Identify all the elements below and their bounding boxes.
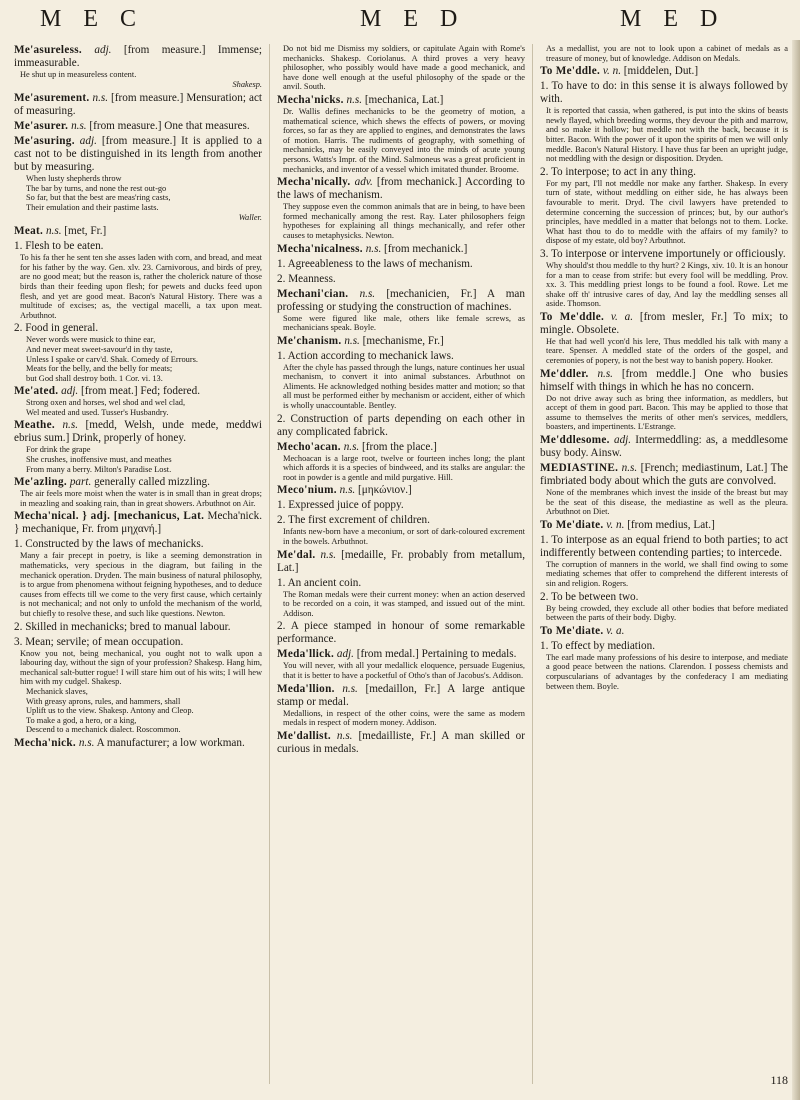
quotation: As a medallist, you are not to look upon a cabinet of medals as a treasure of money, but of knowledge. Addison on Medals. [546, 44, 788, 63]
page-edge [792, 40, 800, 1100]
verse-line: Strong oxen and horses, wel shod and wel clad, [26, 398, 186, 408]
verse-line: Descend to a mechanick dialect. Roscommon. [26, 725, 181, 735]
headword-line [277, 730, 525, 756]
column-3 [540, 44, 788, 693]
headword-line [277, 243, 525, 256]
definition: [medaillon, Fr.] A large antique stamp or medal. [277, 682, 526, 708]
verse-line: And never meat sweet-savour'd in thy taste, [26, 344, 173, 354]
dictionary-entry [277, 413, 525, 439]
verse-line: Mechanick slaves, [26, 686, 88, 696]
definition: [medaille, Fr. probably from metallum, Lat.] [277, 548, 526, 574]
headword-line [14, 135, 262, 174]
headword: Meda'llion. [277, 682, 335, 695]
headword: Me'dal. [277, 548, 316, 561]
headword: Meda'llick. [277, 648, 335, 661]
headword: Mecha'nical. } adj. [mechanicus, Lat. [14, 510, 205, 523]
quotation: The air feels more moist when the water is in small than in great drops; in meazling and soaking rain, than in great showers. Arbuthnot on Air. [20, 489, 262, 508]
verse-line: Uplift us to the view. Shakesp. Antony and Cleop. [26, 706, 194, 716]
dictionary-entry [14, 737, 262, 750]
headword: MEDIASTINE. [540, 462, 619, 475]
headword-line [14, 225, 262, 238]
headword: To Me'ddle. [540, 310, 605, 323]
dictionary-entry [540, 80, 788, 164]
headword: Mecha'nick. [14, 736, 77, 749]
headword-line [277, 335, 525, 348]
column-1 [14, 44, 262, 752]
dictionary-entry [540, 166, 788, 246]
quotation: They suppose even the common animals that are in being, to have been formed mechanically among the rest. Ray. Later philosophers feign hypotheses for explaining all things mechanically, and refer other causes to metaphysicks. Newton. [283, 202, 525, 240]
headword: Me'azling. [14, 476, 68, 489]
dictionary-entry [277, 94, 525, 174]
headword: Mecho'acan. [277, 440, 341, 453]
sense-line: 2. Construction of parts depending on each other in any complicated fabrick. [277, 412, 525, 438]
part-of-speech: n.s. [92, 92, 109, 105]
part-of-speech: v. n. [602, 65, 621, 78]
sense-line: 1. To interpose as an equal friend to both parties; to act indifferently between contending parties; to intercede. [540, 533, 788, 559]
sense-line: 2. A piece stamped in honour of some remarkable performance. [277, 620, 525, 646]
dictionary-entry [540, 625, 788, 638]
verse-line: but God shall destroy both. 1 Cor. vi. 13. [26, 373, 163, 383]
sense-line: 1. Agreeableness to the laws of mechanism. [277, 257, 473, 270]
dictionary-entry [540, 65, 788, 78]
definition: Mecha'nick. } mechanique, Fr. from μηχανή.] [14, 510, 263, 536]
quotation: He shut up in measureless content. [20, 70, 137, 79]
verse-line: For drink the grape [26, 445, 91, 455]
dictionary-entry [14, 385, 262, 417]
definition: [from meat.] Fed; fodered. [81, 385, 201, 398]
quotation: Medallions, in respect of the other coins, were the same as modern medals in respect of modern money. Addison. [283, 708, 525, 728]
dictionary-entry [540, 311, 788, 366]
headword: Mecha'nically. [277, 176, 351, 189]
dictionary-entry [277, 350, 525, 411]
part-of-speech: n.s. [344, 334, 360, 347]
dictionary-entry [14, 476, 262, 508]
quotation: Do not bid me Dismiss my soldiers, or capitulate Again with Rome's mechanicks. Shakesp. Coriolanus. A third proves a very heavy philosopher, who possibly would have made a good mechanick, and have done well enough at the useful philosophy of the spade or the anvil. South. [283, 44, 525, 92]
part-of-speech: part. [69, 476, 92, 489]
sense-line: 3. To interpose or intervene importunely or officiously. [540, 247, 786, 260]
dictionary-entry [14, 225, 262, 238]
dictionary-entry [277, 499, 525, 512]
headword: Me'asurer. [14, 120, 69, 133]
header-right: M E D [620, 6, 726, 32]
sense-line: 2. To interpose; to act in any thing. [540, 165, 696, 178]
dictionary-entry [277, 176, 525, 240]
part-of-speech: adj. [94, 44, 112, 56]
verse-line: Wel meated and used. Tusser's Husbandry. [26, 407, 169, 417]
headword-line [14, 737, 262, 750]
definition: [medailliste, Fr.] A man skilled or curious in medals. [277, 729, 525, 755]
quotation: He that had well ycon'd his lere, Thus meddled his talk with many a teare. Spenser. A meddled state of the orders of the gospel, and ceremonies of popery, is not the best way to banish popery. Hooker. [546, 336, 788, 366]
part-of-speech: n.s. [597, 367, 613, 380]
part-of-speech: adj. [79, 135, 97, 148]
sense-line: 2. To be between two. [540, 590, 639, 603]
part-of-speech: n.s. [342, 682, 358, 695]
dictionary-entry [277, 288, 525, 333]
quotation: Infants new-born have a meconium, or sort of dark-coloured excrement in the bowels. Arbuthnot. [283, 527, 525, 547]
definition: [met, Fr.] [64, 225, 107, 238]
dictionary-entry [540, 248, 788, 309]
part-of-speech: n.s. [78, 736, 95, 749]
part-of-speech: adv. [354, 176, 373, 189]
sense-line: 1. Expressed juice of poppy. [277, 499, 404, 512]
verse-line: With greasy aprons, rules, and hammers, shall [26, 696, 181, 706]
headword: Meat. [14, 225, 44, 238]
definition: [mechanica, Lat.] [364, 93, 444, 106]
definition: [from mechanick.] According to the laws of mechanism. [277, 176, 525, 202]
quotation: After the chyle has passed through the lungs, nature continues her usual mechanism, to convert it into animal substances. Arbuthnot on Aliments. He acknowledged nothing besides matter and motion; so that all must be performed either by mechanism or accident, either of which is wholly unaccountable. Bentley. [283, 362, 525, 411]
quotation: By being crowded, they exclude all other bodies that before mediated between the parts of their body. Digby. [546, 603, 788, 623]
dictionary-entry [277, 577, 525, 619]
dictionary-entry [277, 514, 525, 546]
part-of-speech: v. a. [606, 624, 625, 637]
sense-line: 2. Meanness. [277, 272, 336, 285]
sense-line: 3. Mean; servile; of mean occupation. [14, 635, 184, 648]
dictionary-entry [277, 44, 525, 92]
definition: A manufacturer; a low workman. [96, 736, 245, 749]
part-of-speech: v. a. [610, 310, 634, 323]
headword-line [277, 176, 525, 202]
definition: [from measure.] Immense; immeasurable. [14, 44, 262, 69]
headword-line [14, 419, 262, 445]
sense-line: 1. An ancient coin. [277, 576, 362, 589]
headword-line [540, 434, 788, 460]
headword-line [540, 368, 788, 394]
definition: [from meddle.] One who busies himself with things in which he has no concern. [540, 367, 788, 393]
headword: Me'ddlesome. [540, 434, 610, 447]
headword: Me'dallist. [277, 729, 331, 742]
verse-line: She crushes, inoffensive must, and meathes [26, 455, 172, 465]
definition: [from medal.] Pertaining to medals. [356, 648, 517, 661]
headword-line [540, 462, 788, 488]
headword: Me'asurement. [14, 92, 90, 105]
part-of-speech: n.s. [343, 440, 360, 453]
part-of-speech: n.s. [621, 462, 638, 475]
part-of-speech: n.s. [339, 484, 356, 497]
quotation: The corruption of manners in the world, we shall find owing to some mediating schemes that offer to comprehend the different interests of sin and religion. Rogers. [546, 559, 788, 588]
headword-line [14, 44, 262, 70]
definition: [μηκώνιον.] [358, 484, 412, 497]
part-of-speech: n.s. [71, 120, 87, 133]
headword-line [14, 385, 262, 398]
definition: [from the place.] [362, 440, 437, 453]
sense-line: 2. The first excrement of children. [277, 514, 430, 527]
headword-line [540, 311, 788, 337]
dictionary-entry [277, 730, 525, 756]
headword: Me'ddler. [540, 367, 589, 380]
dictionary-entry [14, 92, 262, 118]
dictionary-entry [277, 335, 525, 348]
headword-line [277, 441, 525, 454]
headword-line [277, 484, 525, 497]
quotation: Do not drive away such as bring thee information, as meddlers, but accept of them in good part. Bacon. This may be applied to those that assume to themselves the merits of other men's services, meddlers, boasters, and impertinents. L'Estrange. [546, 393, 788, 432]
quotation: Why should'st thou meddle to thy hurt? 2 Kings, xiv. 10. It is an honour for a man to cease from strife: but every fool will be meddling. Prov. xx. 3. This meddling priest longs to be found a fool. Rowe. Let me shake off th' intrusive cares of day, And lay the meddling senses all aside. Thomson. [546, 260, 788, 309]
headword-line [277, 683, 525, 709]
sense-line: 1. Constructed by the laws of mechanicks. [14, 538, 204, 551]
definition: [mechanisme, Fr.] [362, 334, 444, 347]
headword-line [540, 519, 788, 532]
headword-line [540, 65, 788, 78]
headword: To Me'diate. [540, 518, 604, 531]
quotation: Mechoacan is a large root, twelve or fourteen inches long; the plant which affords it is a species of bindweed, and its stalks are angular: the root in powder is a gentle and mild purgative. Hill. [283, 453, 525, 482]
sense-line: 1. Flesh to be eaten. [14, 240, 104, 253]
dictionary-entry [277, 648, 525, 680]
definition: [from mechanick.] [384, 242, 468, 255]
dictionary-entry [277, 243, 525, 256]
sense-line: 1. Action according to mechanick laws. [277, 349, 454, 362]
dictionary-entry [540, 434, 788, 460]
verse-line: Unless I spake or carv'd. Shak. Comedy of Errours. [26, 354, 198, 364]
dictionary-entry [14, 636, 262, 735]
headword-line [14, 476, 262, 489]
headword: Mechani'cian. [277, 287, 349, 300]
headword: Me'asureless. [14, 44, 83, 56]
header-mid: M E D [360, 6, 466, 32]
column-divider [532, 44, 533, 1084]
dictionary-entry [540, 591, 788, 623]
verse-line: From many a berry. Milton's Paradise Lost. [26, 464, 172, 474]
part-of-speech: n.s. [365, 242, 382, 255]
sense-line: 2. Skilled in mechanicks; bred to manual labour. [14, 620, 231, 633]
headword: To Me'diate. [540, 624, 604, 637]
quotation: Some were figured like male, others like female screws, as mechanicians speak. Boyle. [283, 313, 525, 333]
dictionary-entry [14, 240, 262, 320]
part-of-speech: n.s. [62, 419, 78, 432]
headword: Me'chanism. [277, 334, 342, 347]
dictionary-entry [277, 620, 525, 646]
headword: Meathe. [14, 419, 55, 432]
quotation: For my part, I'll not meddle nor make any farther. Shakesp. In every turn of state, without meddling on either side, he has always been favourable to merit. Dryd. The civil lawyers have pretended to determine concerning the succession of princes; but, by our author's principles, have meddled in a matter that belongs not to them. Locke. What hast thou to do to meddle with the affairs of my family? to dispose of my estate, old boy? Arbuthnot. [546, 178, 788, 246]
definition: [from measure.] One that measures. [89, 120, 250, 133]
dictionary-entry [14, 419, 262, 474]
verse-line: The bar by turns, and none the rest out-go [26, 183, 167, 193]
headword: Mecha'nicks. [277, 93, 344, 106]
dictionary-entry [14, 621, 262, 634]
quotation: None of the membranes which invest the inside of the breast but may be the seat of this disease, the mediastine as well as the pleura. Arbuthnot on Diet. [546, 488, 788, 517]
dictionary-entry [277, 683, 525, 728]
definition: [from measure.] Mensuration; act of measuring. [14, 92, 263, 118]
dictionary-entry [277, 441, 525, 483]
part-of-speech: adj. [61, 385, 79, 398]
quotation: Many a fair precept in poetry, is like a seeming demonstration in mathematicks, very specious in the diagram, but failing in the mechanick operation. Dryden. The main business of natural philosophy, is to argue from phenomena without feigning hypotheses, and to deduce causes from effects till we come to the very first cause, which certainly is not mechanical; and not only to unfold the mechanism of the world, but chiefly to resolve these, and such like questions. Newton. [20, 551, 262, 618]
quotation: To his fa ther he sent ten she asses laden with corn, and bread, and meat for his father by the way. Gen. xlv. 23. Carnivorous, and birds of prey, are no good meat; but the reason is, rather the cholerick nature of those birds than their feeding upon flesh; for pewets and ducks feed upon flesh, and yet are good meat. Bacon's Natural History. There was a multitude of excises; as, the vectigal macelli, a tax upon meat. Arbuthnot. [20, 253, 262, 320]
headword-line [277, 549, 525, 575]
part-of-speech: v. n. [606, 518, 625, 531]
dictionary-entry [14, 538, 262, 618]
headword-line [14, 92, 262, 118]
definition: [from measure.] It is applied to a cast not to be distinguished in its length from another but by measuring. [14, 135, 263, 174]
headword: Me'ated. [14, 385, 59, 398]
definition: Intermeddling: as, a meddlesome busy body. Ainsw. [540, 434, 788, 460]
part-of-speech: n.s. [336, 729, 353, 742]
dictionary-entry [277, 258, 525, 271]
quotation: It is reported that cassia, when gathered, is put into the skins of beasts newly flayed, which breeding worms, they devour the pith and marrow, and so make it hollow; but meddle not with the back, because it is bitter. Bacon. With the power of it upon the spirits of men we will only meddle. Bacon's Natural History. I have thus far been an upright judge, not meddling with the design or disposition. Dryden. [546, 106, 788, 164]
headword-line [14, 120, 262, 133]
part-of-speech: adj. [613, 434, 632, 447]
dictionary-entry [14, 322, 262, 383]
page-number: 118 [770, 1073, 788, 1087]
headword-line [277, 648, 525, 661]
definition: [medd, Welsh, unde mede, meddwi ebrius sum.] Drink, properly of honey. [14, 419, 263, 445]
dictionary-entry [14, 44, 262, 90]
dictionary-entry [540, 368, 788, 432]
definition: [from medius, Lat.] [627, 518, 715, 531]
headword: To Me'ddle. [540, 65, 601, 78]
headword: Mecha'nicalness. [277, 242, 363, 255]
dictionary-entry [14, 120, 262, 133]
dictionary-entry [277, 484, 525, 497]
column-2 [277, 44, 525, 758]
verse-line: When lusty shepherds throw [26, 174, 122, 184]
headword-line [14, 510, 262, 536]
headword: Me'asuring. [14, 135, 75, 148]
dictionary-entry [540, 534, 788, 589]
definition: [French; mediastinum, Lat.] The fimbriated body about which the guts are convolved. [540, 462, 788, 488]
header-left: M E C [40, 6, 145, 32]
headword-line [540, 625, 788, 638]
dictionary-entry [540, 44, 788, 63]
quotation: The earl made many professions of his desire to interpose, and mediate a good peace between the nations. Clarendon. I possess chemists and corpuscularians of advantages by the confederacy I am mediating between them. Boyle. [546, 652, 788, 691]
sense-line: 1. To have to do: in this sense it is always followed by with. [540, 80, 788, 106]
quotation: Dr. Wallis defines mechanicks to be the geometry of motion, a mathematical science, which shews the effects of powers, or moving forces, so far as they are applied to engines, and demonstrates the laws of motion. Harris. The rudiments of geography, with something of mechanicks, may be easily conveyed into the minds of acute young persons. Watts's Impr. of the Mind. Salmoneus was a great proficient in mechanicks, and inventor of a vessel which imitated thunder. Broome. [283, 106, 525, 174]
dictionary-entry [277, 549, 525, 575]
part-of-speech: n.s. [320, 548, 337, 561]
headword-line [277, 94, 525, 107]
citation: Waller. [238, 212, 262, 222]
part-of-speech: n.s. [359, 287, 376, 300]
verse-line: Never words were musick to thine ear, [26, 335, 156, 345]
dictionary-entry [540, 462, 788, 517]
quotation: You will never, with all your medallick eloquence, persuade Eugenius, that it is better to have a pocketful of Otho's than of Jacobus's. Addison. [283, 661, 525, 680]
headword: Meco'nium. [277, 484, 337, 497]
headword-line [277, 288, 525, 314]
definition: [middelen, Dut.] [623, 65, 699, 78]
definition: [from mesler, Fr.] To mix; to mingle. Obsolete. [540, 310, 789, 336]
sense-line: 1. To effect by mediation. [540, 639, 655, 652]
verse-line: So far, but that the best are meas'ring casts, [26, 193, 171, 203]
quotation: The Roman medals were their current money: when an action deserved to be recorded on a coin, it was stamped, and issued out of the mint. Addison. [283, 589, 525, 618]
verse-line: Meats for the belly, and the belly for meats; [26, 364, 173, 374]
part-of-speech: n.s. [346, 93, 363, 106]
dictionary-entry [540, 519, 788, 532]
quotation: Know you not, being mechanical, you ought not to walk upon a labouring day, without the sign of your profession? Shakesp. Hang him, mechanical salt-butter rogue! I will stare him out of his wits; I will hew him with my cudgel. Shakesp. [20, 648, 262, 687]
running-header [0, 6, 800, 36]
dictionary-entry [14, 510, 262, 536]
column-divider [269, 44, 270, 1084]
dictionary-entry [277, 273, 525, 286]
dictionary-entry [14, 135, 262, 223]
verse-line: To make a god, a hero, or a king, [26, 715, 137, 725]
part-of-speech: n.s. [45, 225, 62, 238]
verse-line: Their emulation and their pastime lasts. [26, 202, 159, 212]
definition: generally called mizzling. [94, 476, 210, 489]
dictionary-entry [540, 640, 788, 691]
sense-line: 2. Food in general. [14, 322, 99, 335]
citation: Shakesp. [232, 79, 262, 89]
part-of-speech: adj. [336, 648, 354, 661]
definition: [mechanicien, Fr.] A man professing or studying the construction of machines. [277, 287, 525, 313]
